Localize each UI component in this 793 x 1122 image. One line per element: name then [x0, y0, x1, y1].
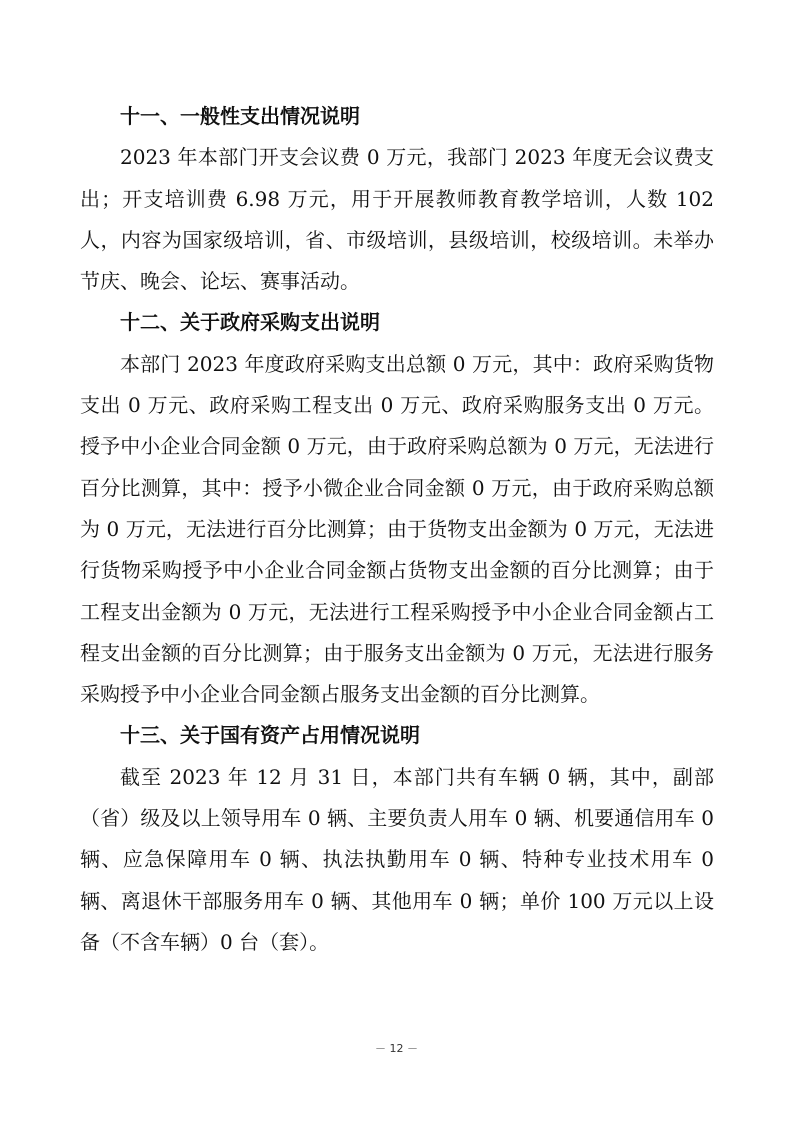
section-heading: 十三、关于国有资产占用情况说明: [120, 723, 420, 748]
section-paragraph: 截至 2023 年 12 月 31 日，本部门共有车辆 0 辆，其中，副部（省）级及以上领导用车 0 辆、主要负责人用车 0 辆、机要通信用车 0 辆、应急保障用车 0 辆、执法执勤用车 0 辆、特种专业技术用车 0 辆、离退休干部服务用车 0 辆、其他用车 0 辆；单价 100 万元以上设备（不含车辆）0 台（套）。: [80, 764, 714, 954]
section-heading: 十一、一般性支出情况说明: [120, 104, 360, 128]
section-government-procurement: [80, 302, 714, 715]
section-paragraph: 2023 年本部门开支会议费 0 万元，我部门 2023 年度无会议费支出；开支培训费 6.98 万元，用于开展教师教育教学培训，人数 102 人，内容为国家级培训，省、市级培训，县级培训，校级培训。未举办节庆、晚会、论坛、赛事活动。: [80, 145, 714, 294]
section-state-assets: [80, 715, 714, 963]
document-page: [80, 96, 714, 963]
section-heading: 十二、关于政府采购支出说明: [120, 310, 380, 335]
page-number: － 12 －: [375, 1042, 418, 1055]
section-general-expenses: [80, 96, 714, 302]
section-paragraph: 本部门 2023 年度政府采购支出总额 0 万元，其中：政府采购货物支出 0 万元、政府采购工程支出 0 万元、政府采购服务支出 0 万元。授予中小企业合同金额 0 万元，由于政府采购总额为 0 万元，无法进行百分比测算，其中：授予小微企业合同金额 0 万元，由于政府采购总额为 0 万元，无法进行百分比测算；由于货物支出金额为 0 万元，无法进行货物采购授予中小企业合同金额占货物支出金额的百分比测算；由于工程支出金额为 0 万元，无法进行工程采购授予中小企业合同金额占工程支出金额的百分比测算；由于服务支出金额为 0 万元，无法进行服务采购授予中小企业合同金额占服务支出金额的百分比测算。: [80, 351, 714, 707]
